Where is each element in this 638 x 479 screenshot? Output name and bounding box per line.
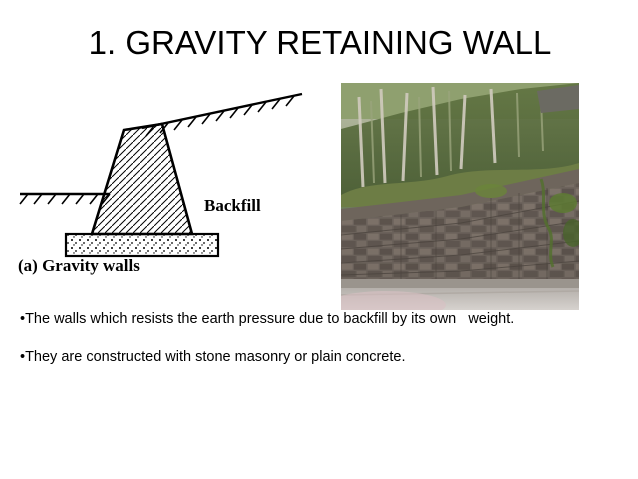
stone-masonry-retaining-wall-photo <box>341 83 579 310</box>
diagram-caption: (a) Gravity walls <box>18 256 140 275</box>
list-item: •The walls which resists the earth pressure due to backfill by its own weight. <box>20 311 515 327</box>
page-title: 1. GRAVITY RETAINING WALL <box>88 24 552 61</box>
list-item: •They are constructed with stone masonry or plain concrete. <box>20 349 406 365</box>
bullet-list <box>20 310 620 386</box>
backfill-label: Backfill <box>204 196 261 215</box>
